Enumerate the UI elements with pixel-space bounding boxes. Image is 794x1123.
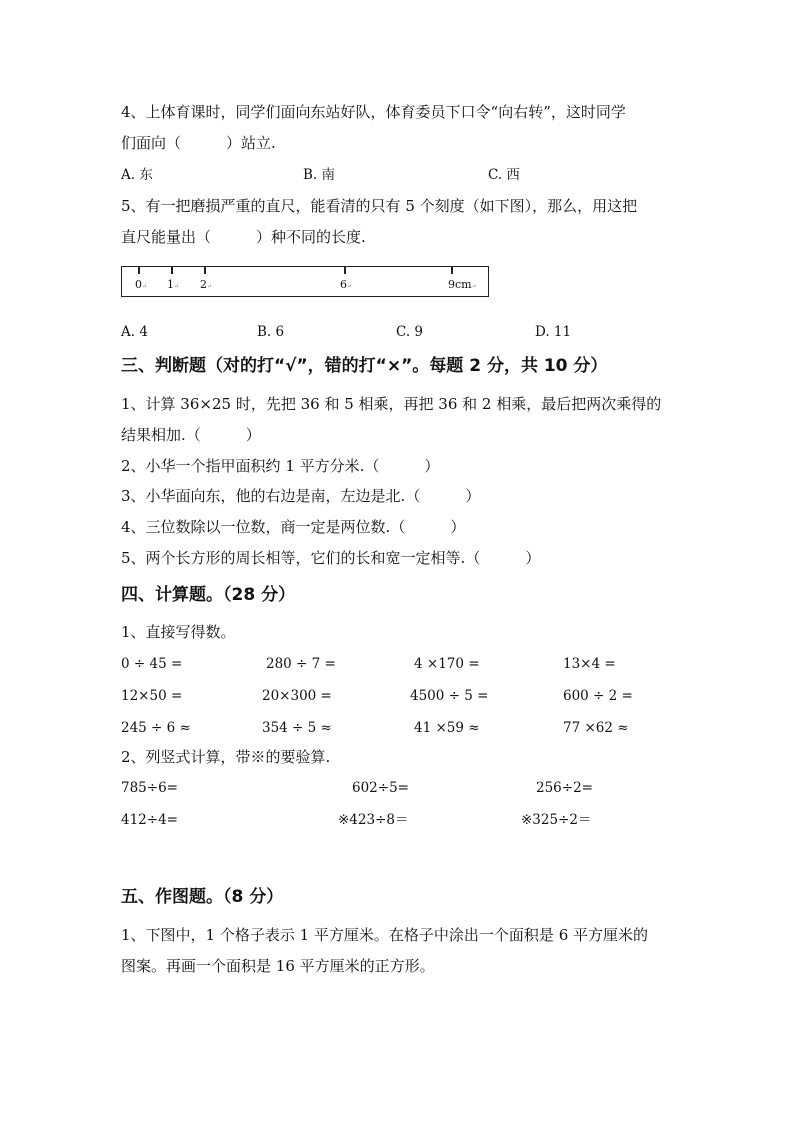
- ruler-tick-9: [451, 266, 453, 274]
- q4-option-a[interactable]: A. 东: [121, 167, 153, 183]
- q4-option-c[interactable]: C. 西: [488, 167, 520, 183]
- vertical-calc-item: 785÷6=: [121, 780, 178, 796]
- q4-line2: 们面向（ ）站立.: [121, 134, 276, 152]
- oral-calc-item: 0 ÷ 45 =: [121, 656, 183, 672]
- ruler-tick-2: [204, 266, 206, 274]
- ruler-label-6: 6↵: [340, 278, 353, 291]
- section3-title: 三、判断题（对的打“√”，错的打“×”。每题 2 分，共 10 分）: [121, 356, 608, 376]
- section5-line1: 1、下图中，1 个格子表示 1 平方厘米。在格子中涂出一个面积是 6 平方厘米的: [121, 926, 649, 944]
- oral-calc-item: 4500 ÷ 5 =: [410, 688, 489, 704]
- section4-sub2: 2、列竖式计算，带※的要验算.: [121, 748, 331, 766]
- section3-item-5: 5、两个长方形的周长相等，它们的长和宽一定相等.（ ）: [121, 549, 541, 567]
- oral-calc-item: 13×4 =: [563, 656, 616, 672]
- q5-option-d[interactable]: D. 11: [535, 324, 572, 340]
- q5-option-c[interactable]: C. 9: [396, 324, 424, 340]
- vertical-calc-item: ※325÷2＝: [521, 812, 592, 828]
- q5-option-b[interactable]: B. 6: [257, 324, 285, 340]
- section3-item-2: 2、小华一个指甲面积约 1 平方分米.（ ）: [121, 457, 440, 475]
- q4-option-b[interactable]: B. 南: [303, 167, 336, 183]
- ruler-label-0: 0↵: [135, 278, 148, 291]
- section3-item-1a: 1、计算 36×25 时，先把 36 和 5 相乘，再把 36 和 2 相乘，最后把两次乘得的: [121, 395, 662, 413]
- section4-sub1: 1、直接写得数。: [121, 623, 236, 641]
- q5-option-a[interactable]: A. 4: [121, 324, 148, 340]
- ruler-figure: [121, 266, 489, 297]
- ruler-tick-0: [138, 266, 140, 274]
- ruler-tick-6: [344, 266, 346, 274]
- oral-calc-item: 4 ×170 =: [414, 656, 480, 672]
- q5-line1: 5、有一把磨损严重的直尺，能看清的只有 5 个刻度（如下图），那么，用这把: [121, 197, 638, 215]
- oral-calc-item: 280 ÷ 7 =: [266, 656, 336, 672]
- oral-calc-item: 77 ×62 ≈: [563, 720, 629, 736]
- section3-item-4: 4、三位数除以一位数，商一定是两位数.（ ）: [121, 518, 466, 536]
- q5-line2: 直尺能量出（ ）种不同的长度.: [121, 228, 366, 246]
- oral-calc-item: 20×300 =: [262, 688, 332, 704]
- vertical-calc-item: 602÷5=: [352, 780, 409, 796]
- oral-calc-item: 41 ×59 ≈: [414, 720, 480, 736]
- oral-calc-item: 600 ÷ 2 =: [563, 688, 633, 704]
- section3-item-3: 3、小华面向东，他的右边是南，左边是北.（ ）: [121, 487, 481, 505]
- ruler-label-1: 1↵: [167, 278, 180, 291]
- vertical-calc-item: 256÷2=: [536, 780, 593, 796]
- section5-line2: 图案。再画一个面积是 16 平方厘米的正方形。: [121, 957, 435, 975]
- ruler-label-9: 9cm↵: [448, 278, 477, 291]
- oral-calc-item: 12×50 =: [121, 688, 183, 704]
- ruler-label-2: 2↵: [200, 278, 213, 291]
- oral-calc-item: 245 ÷ 6 ≈: [121, 720, 191, 736]
- section3-item-1b: 结果相加.（ ）: [121, 426, 261, 444]
- ruler-tick-1: [171, 266, 173, 274]
- vertical-calc-item: 412÷4=: [121, 812, 178, 828]
- oral-calc-item: 354 ÷ 5 ≈: [262, 720, 332, 736]
- q4-line1: 4、上体育课时，同学们面向东站好队，体育委员下口令“向右转”，这时同学: [121, 103, 626, 121]
- section4-title: 四、计算题。（28 分）: [121, 585, 296, 605]
- vertical-calc-item: ※423÷8＝: [338, 812, 409, 828]
- section5-title: 五、作图题。（8 分）: [121, 887, 284, 907]
